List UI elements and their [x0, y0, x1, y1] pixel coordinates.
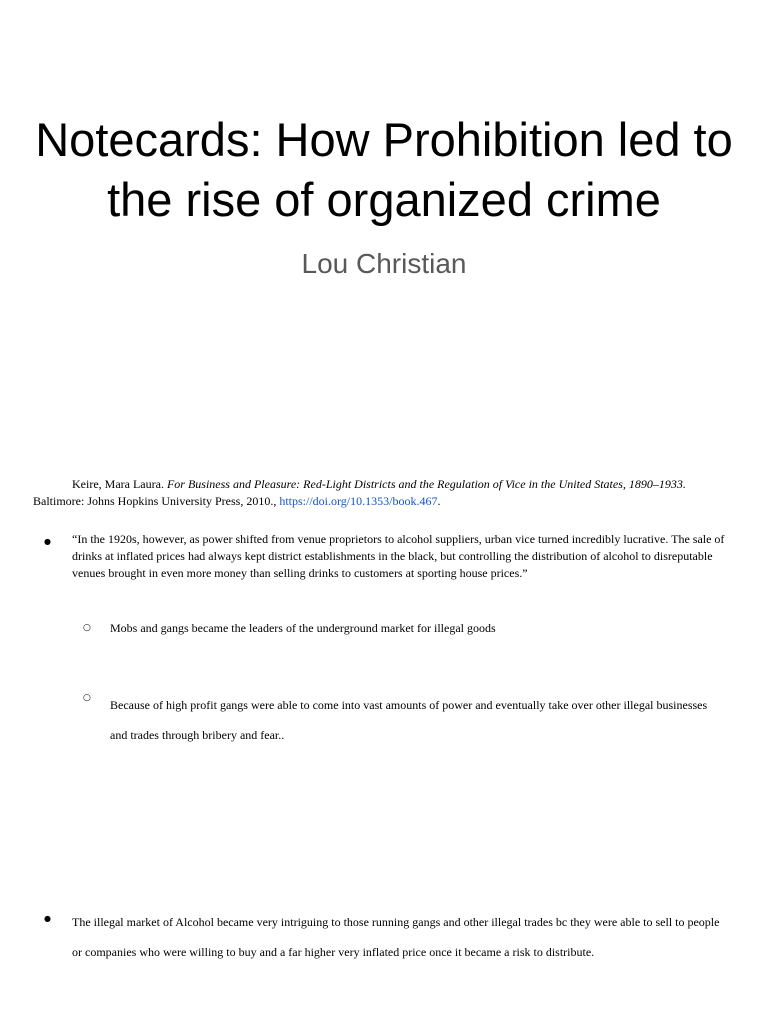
- citation-book-title: For Business and Pleasure: Red-Light Districts and the Regulation of Vice in the United States, 1890–1933.: [166, 477, 686, 491]
- document-author: Lou Christian: [301, 248, 467, 279]
- document-title: Notecards: How Prohibition led to the rise of organized crime: [35, 113, 733, 226]
- quote-text: “In the 1920s, however, as power shifted from venue proprietors to alcohol suppliers, urban vice turned incredibly lucrative. The sale of drinks at inflated prices had always kept district establishments in the black, but controlling the distribution of alcohol to disreputable venues brought in even more money than selling drinks to customers at sporting house prices.”: [72, 532, 725, 580]
- sub-point-1: Mobs and gangs became the leaders of the underground market for illegal goods: [110, 621, 496, 635]
- sub-bullet-icon: ○: [83, 693, 91, 703]
- citation-doi-link[interactable]: https://doi.org/10.1353/book.467: [279, 494, 438, 508]
- second-point: The illegal market of Alcohol became very intriguing to those running gangs and other illegal trades bc they were able to sell to people or companies who were willing to buy and a far higher very inflated price once it became a risk to distribute.: [72, 915, 720, 959]
- sub-bullet-icon: ○: [83, 623, 91, 633]
- citation-authors: Keire, Mara Laura.: [72, 477, 164, 491]
- citation-publisher: Baltimore: Johns Hopkins University Press, 2010.,: [33, 494, 277, 508]
- citation-end-punct: .: [437, 494, 441, 508]
- bullet-icon: ●: [44, 537, 51, 546]
- bullet-icon: ●: [44, 914, 51, 923]
- citation: [33, 476, 733, 510]
- sub-point-2: Because of high profit gangs were able to come into vast amounts of power and eventually take over other illegal businesses and trades through bribery and fear..: [110, 698, 708, 742]
